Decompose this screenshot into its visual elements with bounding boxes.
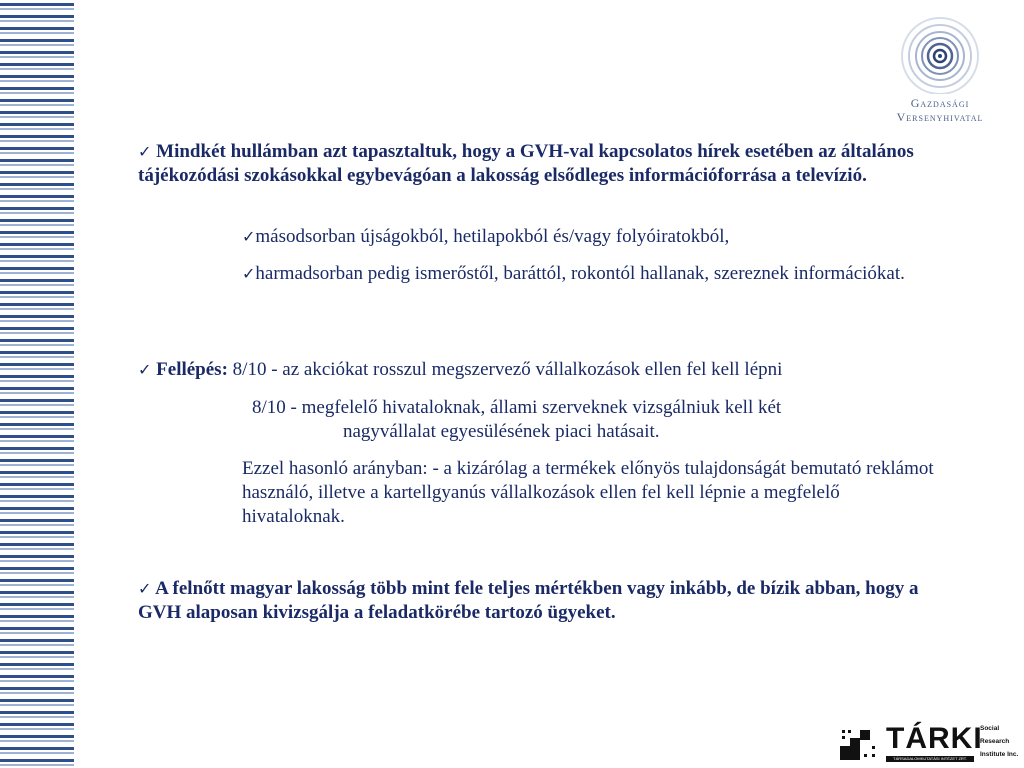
bullet-trust-text: A felnőtt magyar lakosság több mint fele teljes mértékben vagy inkább, de bízik abban, hogy a GVH alaposan kivizsgálja a feladatkörébe tartozó ügyeket. — [138, 578, 919, 623]
bullet-tv-source-text: Mindkét hullámban azt tapasztaltuk, hogy a GVH-val kapcsolatos hírek esetében az általános tájékozódási szokásokkal egybevágóan a lakosság elsődleges információforrása a televízió. — [138, 141, 914, 186]
bullet-action-text: 8/10 - az akciókat rosszul megszervező vállalkozások ellen fel kell lépni — [232, 359, 783, 380]
check-icon: ✓ — [138, 142, 152, 161]
tarki-tagline-3: Institute Inc. — [980, 751, 1019, 758]
merger-statement-line2: nagyvállalat egyesülésének piaci hatásait. — [343, 421, 660, 442]
sub-bullet-acquaintances — [242, 262, 942, 286]
check-icon: ✓ — [242, 264, 256, 283]
decorative-stripes — [0, 0, 74, 768]
bullet-action-label: Fellépés: — [156, 359, 228, 380]
tarki-tagline — [980, 722, 1018, 761]
tarki-tagline-1: Social — [980, 725, 1000, 732]
advertising-statement: Ezzel hasonló arányban: - a kizárólag a termékek előnyös tulajdonságát bemutató reklámot használó, illetve a kartellgyanús vállalkozások ellen fel kell lépnie a megfelelő hivataloknak. — [242, 458, 934, 527]
check-icon: ✓ — [242, 227, 256, 246]
spiral-icon — [880, 14, 1000, 94]
sub-bullet-newspapers — [242, 225, 942, 249]
gvh-logo — [870, 14, 1020, 126]
gvh-logo-line2: Versenyhivatal — [896, 110, 984, 124]
tarki-name: TÁRKI — [886, 722, 983, 755]
merger-statement-line1: 8/10 - megfelelő hivataloknak, állami szerveknek vizsgálniuk kell két — [252, 397, 782, 418]
check-icon: ✓ — [138, 579, 152, 598]
bullet-tv-source — [138, 140, 948, 188]
tarki-mark-icon — [840, 726, 880, 762]
bullet-action — [138, 358, 948, 382]
sub-bullet-newspapers-text: másodsorban újságokból, hetilapokból és/vagy folyóiratokból, — [255, 226, 730, 247]
sub-bullet-acquaintances-text: harmadsorban pedig ismerőstől, baráttól, rokontól hallanak, szereznek információkat. — [255, 263, 905, 284]
check-icon: ✓ — [138, 360, 152, 379]
tarki-logo — [840, 722, 1020, 766]
gvh-logo-line1: Gazdasági — [910, 96, 970, 110]
bullet-trust — [138, 577, 948, 625]
tarki-subtitle: TÁRSADALOMKUTATÁSI INTÉZET ZRT. — [886, 756, 974, 762]
tarki-tagline-2: Research — [980, 738, 1010, 745]
